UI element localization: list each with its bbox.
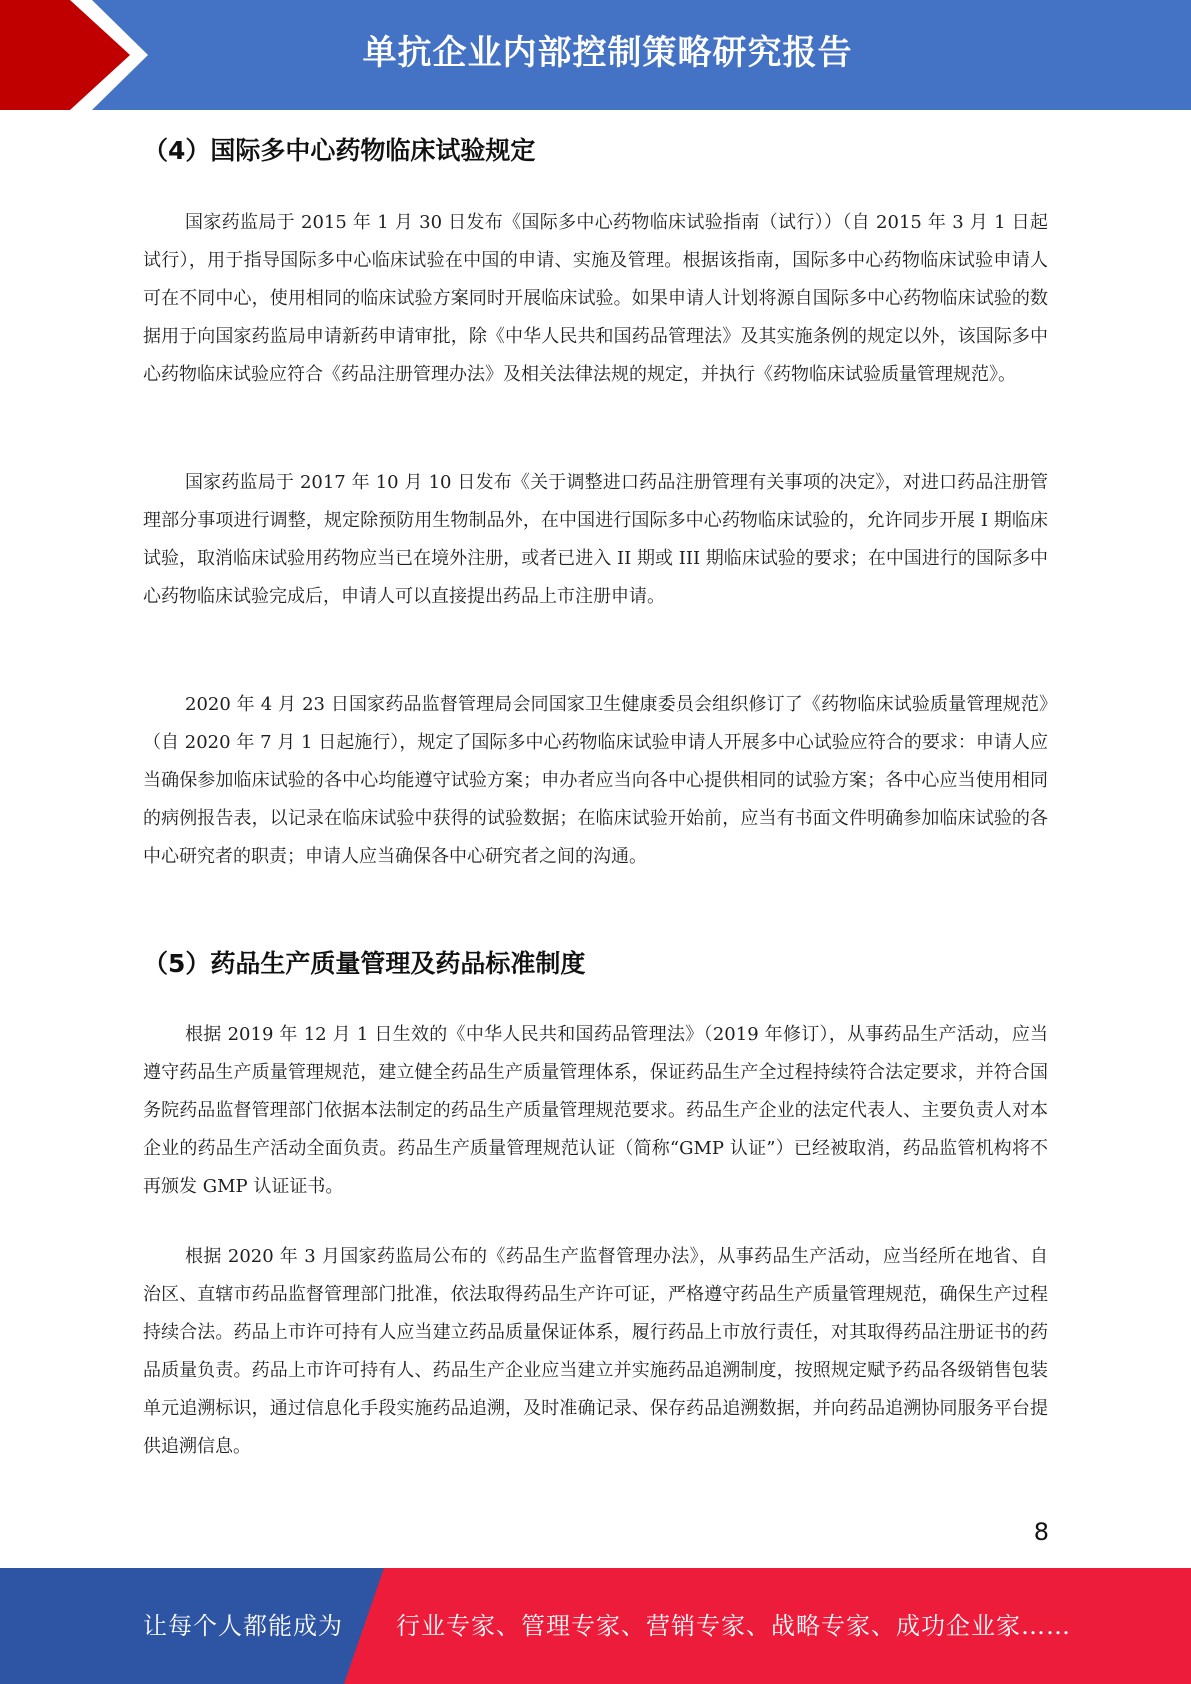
footer-slogan-right: 行业专家、管理专家、营销专家、战略专家、成功企业家…… (396, 1612, 1071, 1640)
paragraph: 国家药监局于 2015 年 1 月 30 日发布《国际多中心药物临床试验指南（试行））（自 2015 年 3 月 1 日起试行），用于指导国际多中心临床试验在中国的申请、实施及管理。根据该指南，国际多中心药物临床试验申请人可在不同中心，使用相同的临床试验方案同时开展临床试验。如果申请人计划将源自国际多中心药物临床试验的数据用于向国家药监局申请新药申请审批，除《中华人民共和国药品管理法》及其实施条例的规定以外，该国际多中心药物临床试验应符合《药品注册管理办法》及相关法律法规的规定，并执行《药物临床试验质量管理规范》。 (143, 212, 1048, 385)
report-title: 单抗企业内部控制策略研究报告 (362, 33, 853, 73)
page-footer (0, 1568, 1191, 1684)
paragraph: 根据 2020 年 3 月国家药监局公布的《药品生产监督管理办法》，从事药品生产活动，应当经所在地省、自治区、直辖市药品监督管理部门批准，依法取得药品生产许可证，严格遵守药品生产质量管理规范，确保生产过程持续合法。药品上市许可持有人应当建立药品质量保证体系，履行药品上市放行责任，对其取得药品注册证书的药品质量负责。药品上市许可持有人、药品生产企业应当建立并实施药品追溯制度，按照规定赋予药品各级销售包装单元追溯标识，通过信息化手段实施药品追溯，及时准确记录、保存药品追溯数据，并向药品追溯协同服务平台提供追溯信息。 (143, 1246, 1048, 1457)
section-heading-5: （5）药品生产质量管理及药品标准制度 (143, 949, 586, 978)
page-number: 8 (1033, 1518, 1049, 1546)
section-heading-4: （4）国际多中心药物临床试验规定 (143, 136, 536, 165)
paragraph: 国家药监局于 2017 年 10 月 10 日发布《关于调整进口药品注册管理有关事项的决定》，对进口药品注册管理部分事项进行调整，规定除预防用生物制品外，在中国进行国际多中心药物临床试验的，允许同步开展 I 期临床试验，取消临床试验用药物应当已在境外注册，或者已进入 II 期或 III 期临床试验的要求；在中国进行的国际多中心药物临床试验完成后，申请人可以直接提出药品上市注册申请。 (143, 472, 1048, 607)
paragraph: 根据 2019 年 12 月 1 日生效的《中华人民共和国药品管理法》（2019 年修订），从事药品生产活动，应当遵守药品生产质量管理规范，建立健全药品生产质量管理体系，保证药品生产全过程持续符合法定要求，并符合国务院药品监督管理部门依据本法制定的药品生产质量管理规范要求。药品生产企业的法定代表人、主要负责人对本企业的药品生产活动全面负责。药品生产质量管理规范认证（简称“GMP 认证”）已经被取消，药品监管机构将不再颁发 GMP 认证证书。 (143, 1024, 1048, 1197)
page-header (0, 0, 1191, 110)
footer-slogan-left: 让每个人都能成为 (143, 1612, 343, 1640)
paragraph: 2020 年 4 月 23 日国家药品监督管理局会同国家卫生健康委员会组织修订了《药物临床试验质量管理规范》（自 2020 年 7 月 1 日起施行），规定了国际多中心药物临床试验申请人开展多中心试验应符合的要求：申请人应当确保参加临床试验的各中心均能遵守试验方案；申办者应当向各中心提供相同的试验方案；各中心应当使用相同的病例报告表，以记录在临床试验中获得的试验数据；在临床试验开始前，应当有书面文件明确参加临床试验的各中心研究者的职责；申请人应当确保各中心研究者之间的沟通。 (143, 694, 1048, 867)
